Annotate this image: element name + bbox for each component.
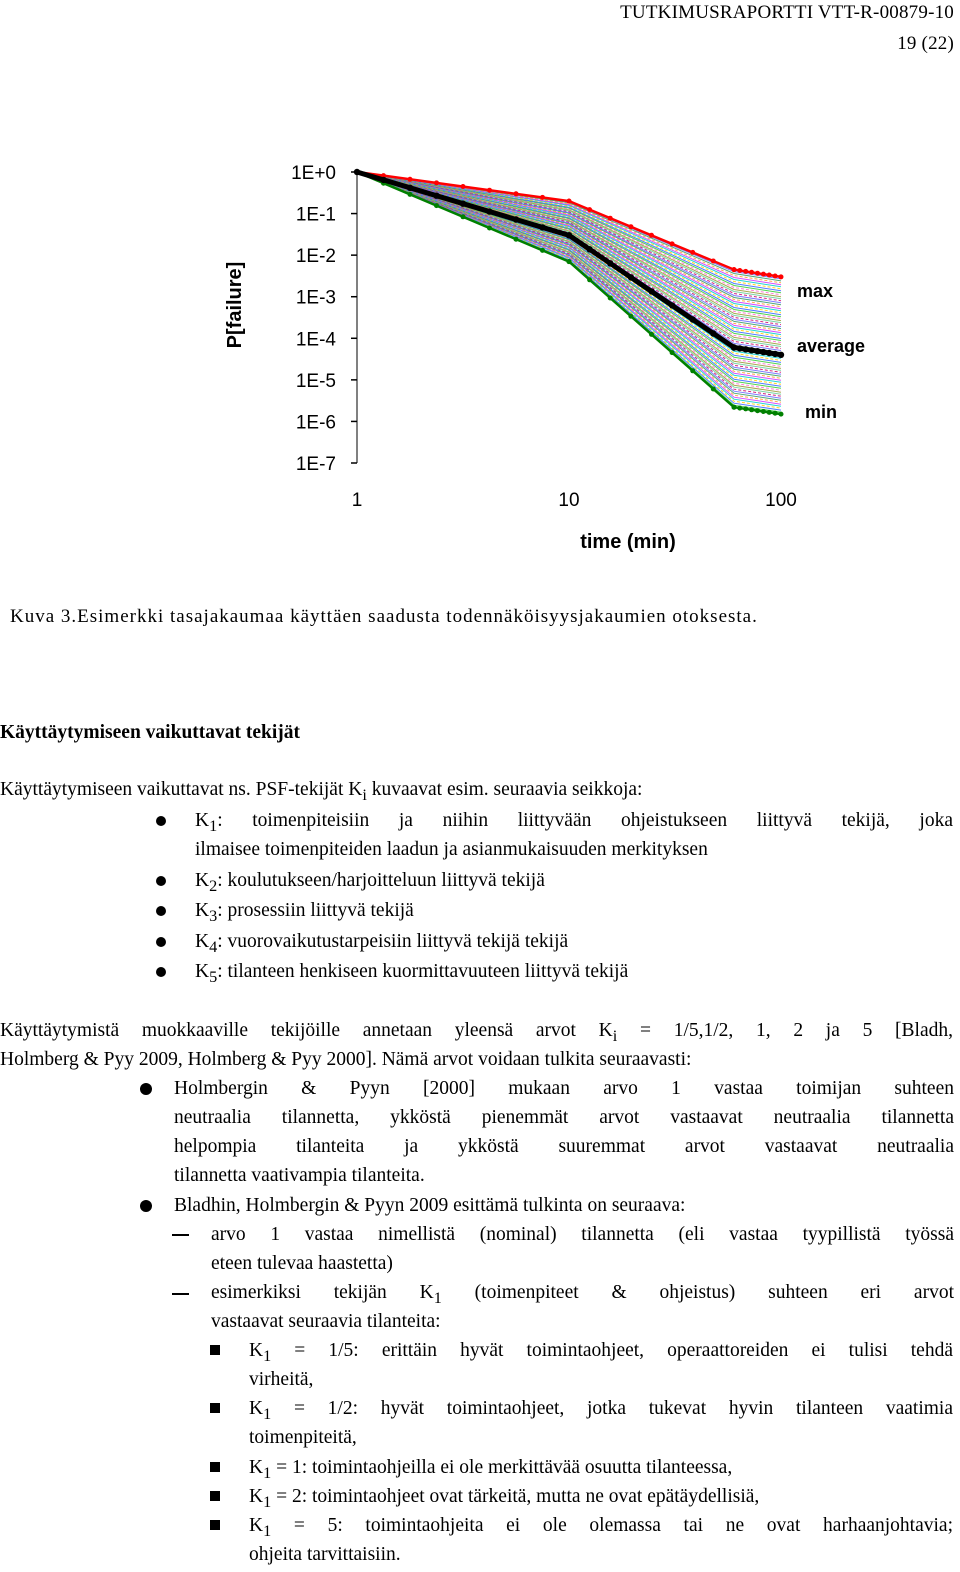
k1-text: = 2: toimintaohjeet ovat tärkeitä, mutta ne ovat epätäydellisiä,	[271, 1486, 760, 1507]
square-bullet	[210, 1403, 220, 1413]
series-marker-average	[760, 349, 766, 355]
series-marker-min	[649, 332, 654, 337]
series-marker-max	[461, 184, 466, 189]
factor-k: K	[195, 931, 210, 952]
series-marker-min	[755, 408, 760, 413]
series-marker-min	[732, 405, 737, 410]
series-marker-max	[773, 274, 778, 279]
dash2-sub: 1	[433, 1288, 442, 1307]
series-marker-average	[486, 208, 492, 214]
series-marker-average	[731, 344, 737, 350]
factor-k3	[195, 896, 414, 931]
factor-k1-cont: ilmaisee toimenpiteiden laadun ja asianmukaisuuden merkityksen	[195, 839, 708, 860]
series-marker-max	[732, 267, 737, 272]
y-tick-label: 1E-6	[295, 412, 336, 434]
series-marker-max	[779, 274, 784, 279]
k1-text: = 5: toimintaohjeita ei ole olemassa tai ne ovat harhaanjohtavia;	[271, 1515, 953, 1536]
values-post: = 1/5,1/2, 1, 2 ja 5 [Bladh,	[617, 1020, 953, 1041]
series-marker-max	[749, 270, 754, 275]
k1-value-cont: toimenpiteitä,	[249, 1427, 357, 1448]
square-bullet	[210, 1520, 220, 1530]
square-bullet	[210, 1491, 220, 1501]
values-pre: Käyttäytymistä muokkaaville tekijöille annetaan yleensä arvot K	[0, 1020, 613, 1041]
dash2-pre: esimerkiksi tekijän K	[211, 1282, 434, 1303]
dash1-line: arvo 1 vastaa nimellistä (nominal) tilannetta (eli vastaa tyypillistä työssä	[211, 1224, 954, 1245]
intro-sub: i	[362, 785, 367, 804]
series-marker-min	[767, 410, 772, 415]
series-marker-max	[690, 250, 695, 255]
series-marker-min	[690, 368, 695, 373]
series-marker-min	[461, 214, 466, 219]
series-marker-average	[628, 274, 634, 280]
square-bullet	[210, 1345, 220, 1355]
factor-text: : prosessiin liittyvä tekijä	[217, 900, 414, 921]
square-bullet	[210, 1462, 220, 1472]
series-marker-max	[755, 271, 760, 276]
label-max: max	[797, 281, 834, 301]
k1-text: = 1/5: erittäin hyvät toimintaohjeet, operaattoreiden ei tulisi tehdä	[271, 1340, 953, 1361]
series-marker-average	[737, 345, 743, 351]
series-marker-min	[749, 407, 754, 412]
series-marker-min	[779, 412, 784, 417]
dash2-line: vastaavat seuraavia tilanteita:	[211, 1311, 441, 1332]
k1-sub: 1	[263, 1404, 272, 1423]
series-marker-min	[567, 259, 572, 264]
series-marker-average	[607, 260, 613, 266]
factor-text: : koulutukseen/harjoitteluun liittyvä tekijä	[217, 870, 545, 891]
simulation-lines	[357, 172, 781, 414]
k1-text: = 1/2: hyvät toimintaohjeet, jotka tukevat hyvin tilanteen vaatimia	[271, 1398, 953, 1419]
y-tick-label: 1E-5	[295, 370, 336, 392]
page-number: 19 (22)	[897, 33, 954, 54]
series-marker-min	[487, 226, 492, 231]
series-marker-average	[380, 177, 386, 183]
k1-sub: 1	[263, 1521, 272, 1540]
factor-sub: 5	[209, 967, 218, 986]
section-title: Käyttäytymiseen vaikuttavat tekijät	[0, 722, 301, 743]
k1-value-item: $K_1 = 1$: toimintaohjeilla ei ole merkittävää osuutta tilanteessa,	[249, 1457, 733, 1482]
dash-marker	[172, 1293, 189, 1295]
y-tick-label: 1E+0	[291, 163, 336, 184]
interp1-line: tilannetta vaativampia tilanteita.	[174, 1165, 425, 1186]
series-marker-max	[587, 207, 592, 212]
factor-sub: 4	[209, 937, 218, 956]
bullet	[156, 937, 166, 947]
series-marker-max	[567, 199, 572, 204]
chart-axes	[351, 172, 357, 463]
series-marker-min	[670, 350, 675, 355]
factor-text: : toimenpiteisiin ja niihin liittyvään ohjeistukseen liittyvä tekijä, joka	[217, 810, 953, 831]
bullet	[156, 816, 166, 826]
y-tick-label: 1E-7	[295, 454, 336, 475]
series-marker-max	[487, 188, 492, 193]
probability-chart	[0, 150, 960, 570]
series-marker-max	[608, 216, 613, 221]
factor-k5	[195, 957, 628, 992]
series-marker-max	[434, 180, 439, 185]
chart-canvas	[0, 150, 960, 570]
series-marker-min	[761, 409, 766, 414]
series-marker-average	[754, 348, 760, 354]
values-paragraph-line2: Holmberg & Pyy 2009, Holmberg & Pyy 2000]. Nämä arvot voidaan tulkita seuraavasti:	[0, 1049, 692, 1070]
series-marker-min	[514, 237, 519, 242]
factor-k: K	[195, 810, 210, 831]
figure-caption: Kuva 3.Esimerkki tasajakaumaa käyttäen saadusta todennäköisyysjakaumien otoksesta.	[10, 606, 758, 627]
k1-value-item: $K_1 = 2$: toimintaohjeet ovat tärkeitä, mutta ne ovat epätäydellisiä,	[249, 1486, 760, 1511]
series-marker-min	[408, 192, 413, 197]
interp1-line: helpompia tilanteita ja ykköstä suuremmat arvot vastaavat neutraalia	[174, 1136, 954, 1157]
factor-text: : vuorovaikutustarpeisiin liittyvä tekijä tekijä	[217, 931, 569, 952]
bullet	[140, 1083, 152, 1095]
bullet	[156, 906, 166, 916]
intro-post: kuvaavat esim. seuraavia seikkoja:	[366, 779, 643, 800]
series-marker-max	[514, 191, 519, 196]
series-marker-average	[669, 302, 675, 308]
k1-sub: 1	[263, 1463, 272, 1482]
label-min: min	[805, 402, 838, 422]
series-marker-max	[761, 272, 766, 277]
series-marker-min	[711, 387, 716, 392]
interp2-line: Bladhin, Holmbergin & Pyyn 2009 esittämä tulkinta on seuraava:	[174, 1195, 686, 1216]
factor-text: : tilanteen henkiseen kuormittavuuteen liittyvä tekijä	[217, 961, 629, 982]
factor-k: K	[195, 900, 210, 921]
series-marker-max	[628, 224, 633, 229]
series-marker-max	[670, 241, 675, 246]
series-marker-min	[737, 406, 742, 411]
series-marker-average	[433, 193, 439, 199]
series-marker-average	[748, 347, 754, 353]
series-marker-average	[710, 330, 716, 336]
series-marker-average	[407, 185, 413, 191]
series-marker-average	[513, 216, 519, 222]
dash1-line: eteen tulevaa haastetta)	[211, 1253, 393, 1274]
series-marker-average	[460, 201, 466, 207]
intro-text	[0, 775, 642, 810]
k1-value-item: $K_1 = 1/5$: erittäin hyvät toimintaohjeet, operaattoreiden ei tulisi tehdä	[249, 1340, 953, 1365]
series-marker-max	[540, 195, 545, 200]
interp1-line: neutraalia tilannetta, ykköstä pienemmät arvot vastaavat neutraalia tilannetta	[174, 1107, 954, 1128]
y-tick-label: 1E-4	[295, 329, 336, 351]
x-tick-label: 100	[765, 490, 797, 511]
x-axis-label: time (min)	[580, 531, 676, 553]
series-marker-average	[586, 246, 592, 252]
series-marker-average	[743, 346, 749, 352]
series-marker-max	[711, 259, 716, 264]
series-marker-max	[737, 268, 742, 273]
series-marker-min	[773, 411, 778, 416]
series-marker-min	[540, 248, 545, 253]
series-marker-max	[743, 269, 748, 274]
series-marker-average	[766, 350, 772, 356]
factor-k: K	[195, 961, 210, 982]
factor-sub: 3	[209, 906, 218, 925]
series-marker-min	[628, 314, 633, 319]
series-marker-min	[743, 406, 748, 411]
k1-value-cont: ohjeita tarvittaisiin.	[249, 1544, 401, 1565]
intro-pre: Käyttäytymiseen vaikuttavat ns. PSF-tekijät K	[0, 779, 363, 800]
series-marker-min	[587, 277, 592, 282]
y-tick-label: 1E-1	[295, 204, 336, 226]
factor-sub: 1	[209, 816, 218, 835]
dash2-post: (toimenpiteet & ohjeistus) suhteen eri arvot	[441, 1282, 954, 1303]
report-id: TUTKIMUSRAPORTTI VTT-R-00879-10	[620, 2, 954, 23]
factor-k: K	[195, 870, 210, 891]
series-marker-max	[649, 233, 654, 238]
y-tick-label: 1E-2	[295, 246, 336, 268]
values-sub: i	[612, 1026, 618, 1045]
k1-value-item: $K_1 = 5$: toimintaohjeita ei ole olemassa tai ne ovat harhaanjohtavia;	[249, 1515, 953, 1540]
series-marker-average	[778, 352, 784, 358]
series-marker-max	[408, 177, 413, 182]
k1-sub: 1	[263, 1346, 272, 1365]
label-average: average	[797, 336, 866, 356]
series-marker-average	[772, 351, 778, 357]
interp1-line: Holmbergin & Pyyn [2000] mukaan arvo 1 vastaa toimijan suhteen	[174, 1078, 954, 1099]
bullet	[156, 967, 166, 977]
series-marker-max	[767, 273, 772, 278]
series-marker-average	[539, 224, 545, 230]
x-tick-label: 1	[351, 490, 363, 511]
x-tick-label: 10	[558, 490, 580, 511]
series-marker-min	[608, 296, 613, 301]
k1-sub: 1	[263, 1492, 272, 1511]
series-marker-min	[434, 203, 439, 208]
y-tick-label: 1E-3	[295, 287, 336, 309]
series-marker-average	[566, 232, 572, 238]
series-marker-average	[648, 288, 654, 294]
k1-text: = 1: toimintaohjeilla ei ole merkittävää osuutta tilanteessa,	[271, 1457, 733, 1478]
factor-sub: 2	[209, 876, 218, 895]
y-axis-label: P[failure]	[224, 261, 246, 349]
series-marker-average	[690, 316, 696, 322]
bullet	[156, 876, 166, 886]
bullet	[140, 1200, 152, 1212]
k1-value-cont: virheitä,	[249, 1369, 314, 1390]
k1-value-item: $K_1 = 1/2$: hyvät toimintaohjeet, jotka tukevat hyvin tilanteen vaatimia	[249, 1398, 953, 1423]
dash-marker	[172, 1234, 189, 1236]
